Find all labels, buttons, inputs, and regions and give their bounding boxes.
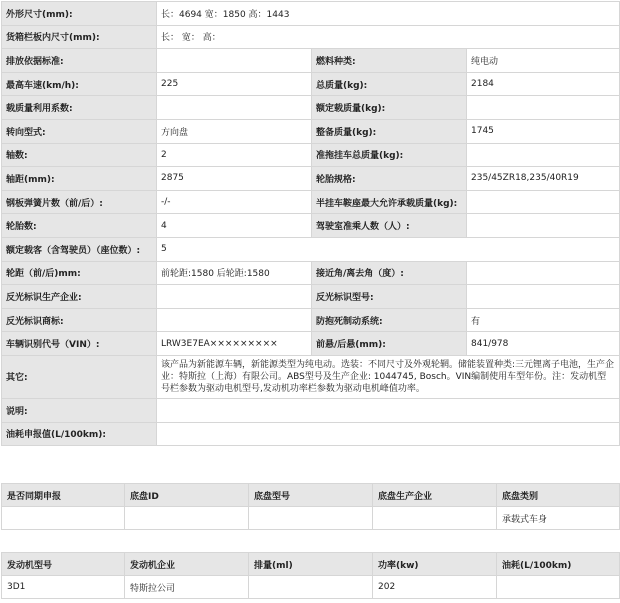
load-coefficient-label: 载质量利用系数: xyxy=(2,96,157,120)
overhang-value: 841/978 xyxy=(467,332,620,356)
curb-weight-value: 1745 xyxy=(467,119,620,143)
notes-label: 说明: xyxy=(2,398,157,422)
chassis-cell xyxy=(249,507,373,530)
axle-count-label: 轴数: xyxy=(2,143,157,167)
tire-spec-value: 235/45ZR18,235/40R19 xyxy=(467,167,620,191)
saddle-load-value xyxy=(467,190,620,214)
dimensions-label: 外形尺寸(mm): xyxy=(2,2,157,26)
fuel-consumption-label: 油耗申报值(L/100km): xyxy=(2,422,157,446)
spec-row-axles xyxy=(2,143,620,167)
engine-cell: 特斯拉公司 xyxy=(125,576,249,599)
spec-row-seats xyxy=(2,237,620,261)
fuel-consumption-value xyxy=(157,422,620,446)
wheelbase-label: 轴距(mm): xyxy=(2,167,157,191)
seat-count-label: 额定载客（含驾驶员）（座位数）: xyxy=(2,237,157,261)
track-width-label: 轮距（前/后)mm: xyxy=(2,261,157,285)
engine-cell: 3D1 xyxy=(2,576,125,599)
spec-row-track xyxy=(2,261,620,285)
spec-row-other xyxy=(2,355,620,398)
chassis-header-cell: 底盘类别 xyxy=(497,484,620,507)
reflector-brand-value xyxy=(157,308,312,332)
spec-row-notes xyxy=(2,398,620,422)
engine-header-cell: 发动机型号 xyxy=(2,553,125,576)
engine-header-cell: 排量(ml) xyxy=(249,553,373,576)
leaf-spring-value: -/- xyxy=(157,190,312,214)
axle-count-value: 2 xyxy=(157,143,312,167)
curb-weight-label: 整备质量(kg): xyxy=(312,119,467,143)
spec-row-fuel-consumption xyxy=(2,422,620,446)
chassis-cell xyxy=(125,507,249,530)
reflector-model-label: 反光标识型号: xyxy=(312,285,467,309)
spec-row-steering xyxy=(2,119,620,143)
spec-row-dimensions xyxy=(2,2,620,26)
vin-label: 车辆识别代号（VIN）: xyxy=(2,332,157,356)
table-row xyxy=(2,576,620,599)
spec-row-speed xyxy=(2,72,620,96)
rated-load-label: 额定载质量(kg): xyxy=(312,96,467,120)
engine-cell xyxy=(497,576,620,599)
abs-value: 有 xyxy=(467,308,620,332)
engine-cell: 202 xyxy=(373,576,497,599)
other-value: 该产品为新能源车辆，新能源类型为纯电动。选装：不同尺寸及外观轮辋。储能装置种类:三元锂离子电池，生产企业：特斯拉（上海）有限公司。ABS型号及生产企业: 1044745, Bosch。VIN编制使用车型年份。注：发动机型号栏参数为驱动电机型号,发动机功率栏参数为驱动电机峰值功率。 xyxy=(157,355,620,398)
trailer-mass-value xyxy=(467,143,620,167)
trailer-mass-label: 准拖挂车总质量(kg): xyxy=(312,143,467,167)
spec-row-emission xyxy=(2,49,620,73)
load-coefficient-value xyxy=(157,96,312,120)
emission-standard-label: 排放依据标准: xyxy=(2,49,157,73)
chassis-cell xyxy=(2,507,125,530)
spec-row-vin xyxy=(2,332,620,356)
max-speed-label: 最高车速(km/h): xyxy=(2,72,157,96)
vehicle-spec-table xyxy=(1,1,620,446)
reflector-brand-label: 反光标识商标: xyxy=(2,308,157,332)
chassis-header-row xyxy=(2,484,620,507)
cargo-box-label: 货箱栏板内尺寸(mm): xyxy=(2,25,157,49)
cab-capacity-label: 驾驶室准乘人数（人）: xyxy=(312,214,467,238)
engine-cell xyxy=(249,576,373,599)
total-mass-label: 总质量(kg): xyxy=(312,72,467,96)
chassis-header-cell: 底盘型号 xyxy=(249,484,373,507)
chassis-header-cell: 是否同期申报 xyxy=(2,484,125,507)
cargo-box-value: 长： 宽： 高： xyxy=(157,25,620,49)
engine-header-cell: 功率(kw) xyxy=(373,553,497,576)
emission-standard-value xyxy=(157,49,312,73)
saddle-load-label: 半挂车鞍座最大允许承载质量(kg): xyxy=(312,190,467,214)
steering-type-label: 转向型式: xyxy=(2,119,157,143)
reflector-maker-value xyxy=(157,285,312,309)
approach-angle-label: 接近角/离去角（度）: xyxy=(312,261,467,285)
overhang-label: 前悬/后悬(mm): xyxy=(312,332,467,356)
spec-row-reflector-maker xyxy=(2,285,620,309)
engine-table xyxy=(1,552,620,599)
spec-row-wheelbase xyxy=(2,167,620,191)
steering-type-value: 方向盘 xyxy=(157,119,312,143)
vin-value: LRW3E7EA××××××××× xyxy=(157,332,312,356)
leaf-spring-label: 钢板弹簧片数（前/后）: xyxy=(2,190,157,214)
tire-count-value: 4 xyxy=(157,214,312,238)
fuel-type-value: 纯电动 xyxy=(467,49,620,73)
chassis-table xyxy=(1,483,620,530)
chassis-cell xyxy=(373,507,497,530)
chassis-cell: 承载式车身 xyxy=(497,507,620,530)
reflector-maker-label: 反光标识生产企业: xyxy=(2,285,157,309)
tire-spec-label: 轮胎规格: xyxy=(312,167,467,191)
fuel-type-label: 燃料种类: xyxy=(312,49,467,73)
max-speed-value: 225 xyxy=(157,72,312,96)
spec-row-tires xyxy=(2,214,620,238)
wheelbase-value: 2875 xyxy=(157,167,312,191)
table-row xyxy=(2,507,620,530)
seat-count-value: 5 xyxy=(157,237,620,261)
chassis-header-cell: 底盘生产企业 xyxy=(373,484,497,507)
spec-row-load-coefficient xyxy=(2,96,620,120)
spec-row-leaf-springs xyxy=(2,190,620,214)
cab-capacity-value xyxy=(467,214,620,238)
track-width-value: 前轮距:1580 后轮距:1580 xyxy=(157,261,312,285)
spec-row-reflector-brand xyxy=(2,308,620,332)
engine-header-cell: 油耗(L/100km) xyxy=(497,553,620,576)
approach-angle-value xyxy=(467,261,620,285)
abs-label: 防抱死制动系统: xyxy=(312,308,467,332)
engine-header-row xyxy=(2,553,620,576)
reflector-model-value xyxy=(467,285,620,309)
total-mass-value: 2184 xyxy=(467,72,620,96)
rated-load-value xyxy=(467,96,620,120)
tire-count-label: 轮胎数: xyxy=(2,214,157,238)
engine-header-cell: 发动机企业 xyxy=(125,553,249,576)
notes-value xyxy=(157,398,620,422)
chassis-header-cell: 底盘ID xyxy=(125,484,249,507)
other-label: 其它: xyxy=(2,355,157,398)
spec-row-cargo-box xyxy=(2,25,620,49)
dimensions-value: 长：4694 宽：1850 高：1443 xyxy=(157,2,620,26)
